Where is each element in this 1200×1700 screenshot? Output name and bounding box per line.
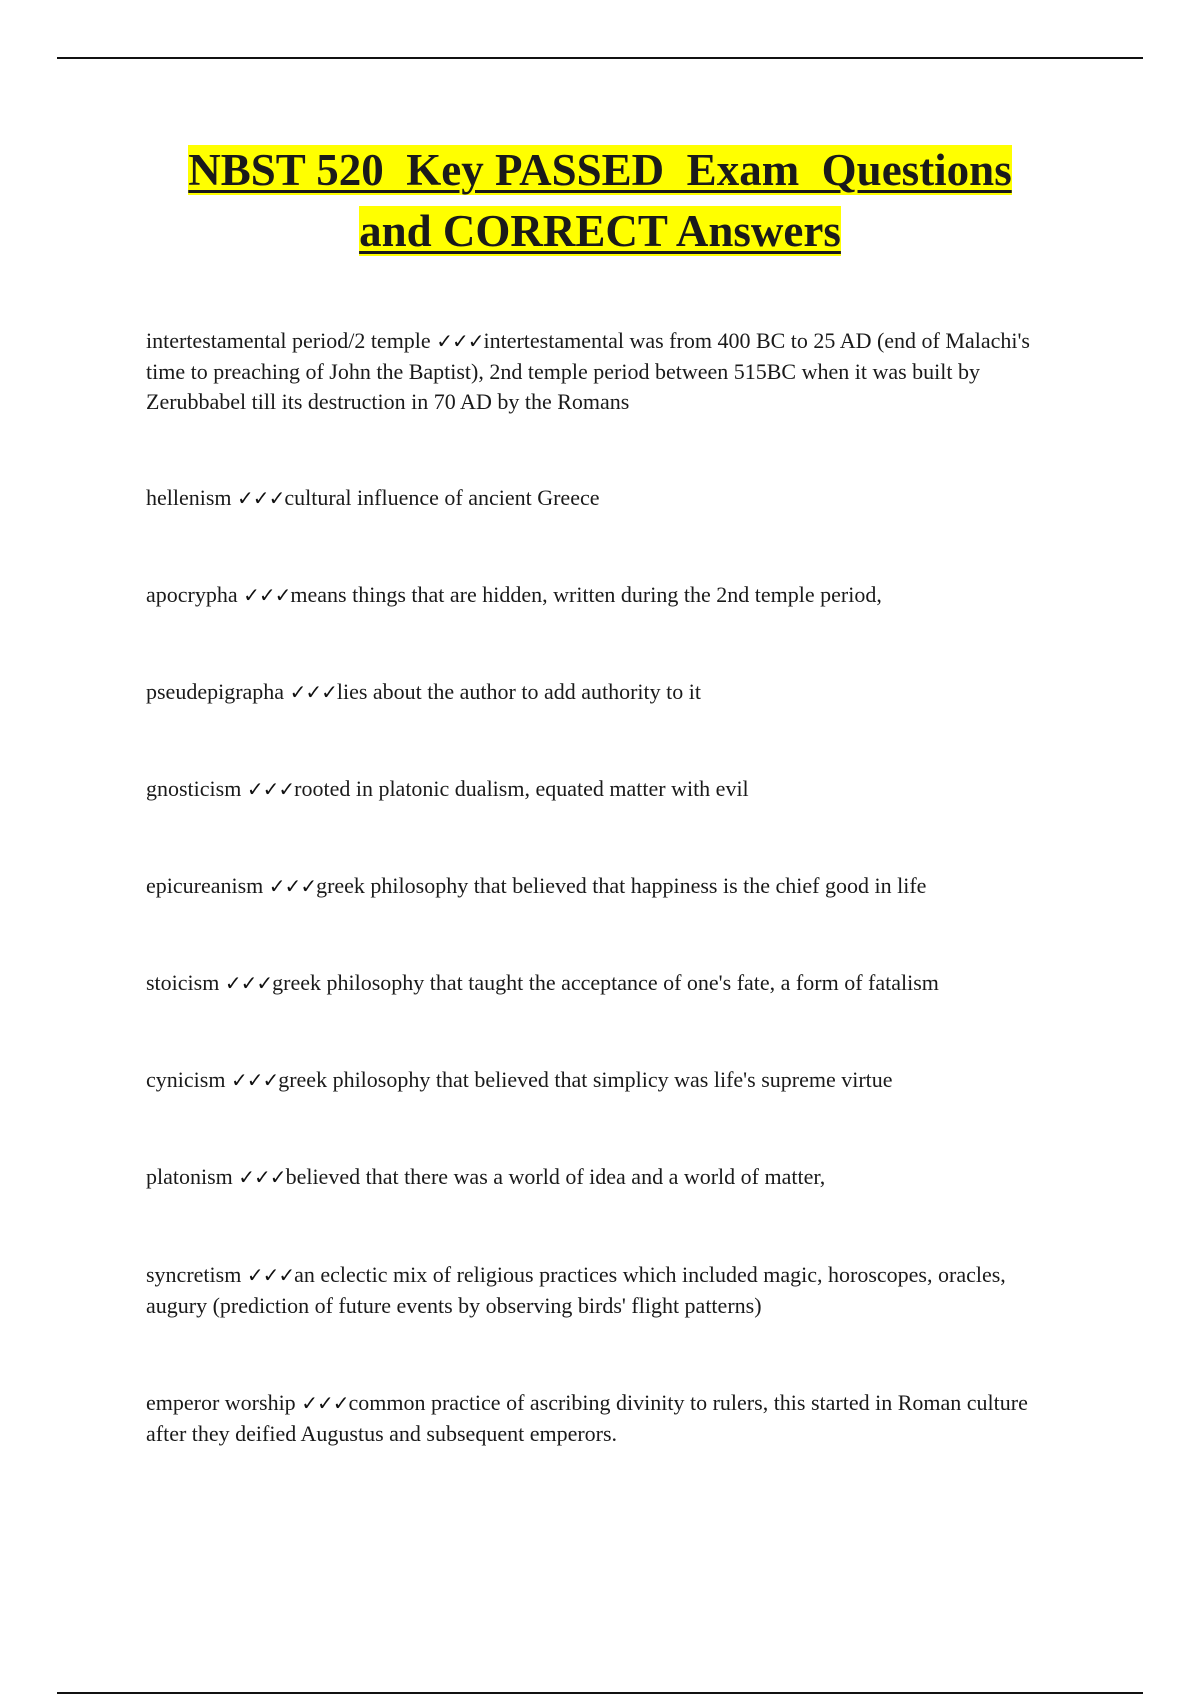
term: emperor worship bbox=[146, 1390, 296, 1415]
answer: greek philosophy that taught the acceptance of one's fate, a form of fatalism bbox=[272, 970, 939, 995]
check-marks-icon: ✓✓✓ bbox=[230, 1068, 279, 1092]
term: platonism bbox=[146, 1164, 233, 1189]
document-title bbox=[0, 140, 1200, 262]
term: hellenism bbox=[146, 485, 232, 510]
check-marks-icon: ✓✓✓ bbox=[238, 1165, 286, 1189]
qa-item-intertestamental bbox=[146, 326, 1066, 418]
check-marks-icon: ✓✓✓ bbox=[237, 486, 285, 510]
title-line-2: and CORRECT Answers bbox=[359, 206, 841, 256]
term: cynicism bbox=[146, 1067, 226, 1092]
answer: rooted in platonic dualism, equated matter with evil bbox=[294, 776, 749, 801]
check-marks-icon: ✓✓✓ bbox=[436, 329, 484, 353]
answer: means things that are hidden, written during the 2nd temple period, bbox=[290, 582, 882, 607]
check-marks-icon: ✓✓✓ bbox=[246, 777, 295, 801]
check-marks-icon: ✓✓✓ bbox=[243, 583, 291, 607]
qa-item-emperor-worship bbox=[146, 1388, 1066, 1449]
answer: believed that there was a world of idea and a world of matter, bbox=[285, 1164, 826, 1189]
check-marks-icon: ✓✓✓ bbox=[289, 680, 337, 704]
check-marks-icon: ✓✓✓ bbox=[268, 874, 317, 898]
check-marks-icon: ✓✓✓ bbox=[224, 971, 273, 995]
answer: lies about the author to add authority to it bbox=[336, 679, 701, 704]
title-line-1: NBST 520 Key PASSED Exam Questions bbox=[188, 145, 1012, 195]
qa-item-syncretism bbox=[146, 1260, 1066, 1321]
qa-item-gnosticism bbox=[146, 774, 1066, 805]
answer: intertestamental was from 400 BC to 25 AD (end of Malachi's time to preaching of John the Baptist), 2nd temple period between 515BC when it was built by Zerubbabel till its destruction in 70 AD by the Romans bbox=[146, 328, 1030, 414]
term: epicureanism bbox=[146, 873, 264, 898]
answer: cultural influence of ancient Greece bbox=[284, 485, 600, 510]
check-marks-icon: ✓✓✓ bbox=[301, 1391, 349, 1415]
answer: common practice of ascribing divinity to rulers, this started in Roman culture after they deified Augustus and subsequent emperors. bbox=[146, 1390, 1028, 1446]
top-rule bbox=[57, 57, 1143, 59]
qa-item-stoicism bbox=[146, 968, 1066, 999]
qa-item-platonism bbox=[146, 1162, 1066, 1193]
answer: greek philosophy that believed that happiness is the chief good in life bbox=[316, 873, 927, 898]
term: gnosticism bbox=[146, 776, 242, 801]
term: apocrypha bbox=[146, 582, 238, 607]
term: intertestamental period/2 temple bbox=[146, 328, 431, 353]
term: stoicism bbox=[146, 970, 220, 995]
qa-item-pseudepigrapha bbox=[146, 677, 1066, 708]
term: pseudepigrapha bbox=[146, 679, 285, 704]
term: syncretism bbox=[146, 1262, 242, 1287]
answer: an eclectic mix of religious practices which included magic, horoscopes, oracles, augury (prediction of future events by observing birds' flight patterns) bbox=[146, 1262, 1006, 1318]
bottom-rule bbox=[57, 1692, 1143, 1694]
qa-item-apocrypha bbox=[146, 580, 1066, 611]
qa-item-epicureanism bbox=[146, 871, 1066, 902]
qa-item-hellenism bbox=[146, 483, 1066, 514]
answer: greek philosophy that believed that simplicy was life's supreme virtue bbox=[278, 1067, 893, 1092]
check-marks-icon: ✓✓✓ bbox=[246, 1263, 295, 1287]
qa-item-cynicism bbox=[146, 1065, 1066, 1096]
